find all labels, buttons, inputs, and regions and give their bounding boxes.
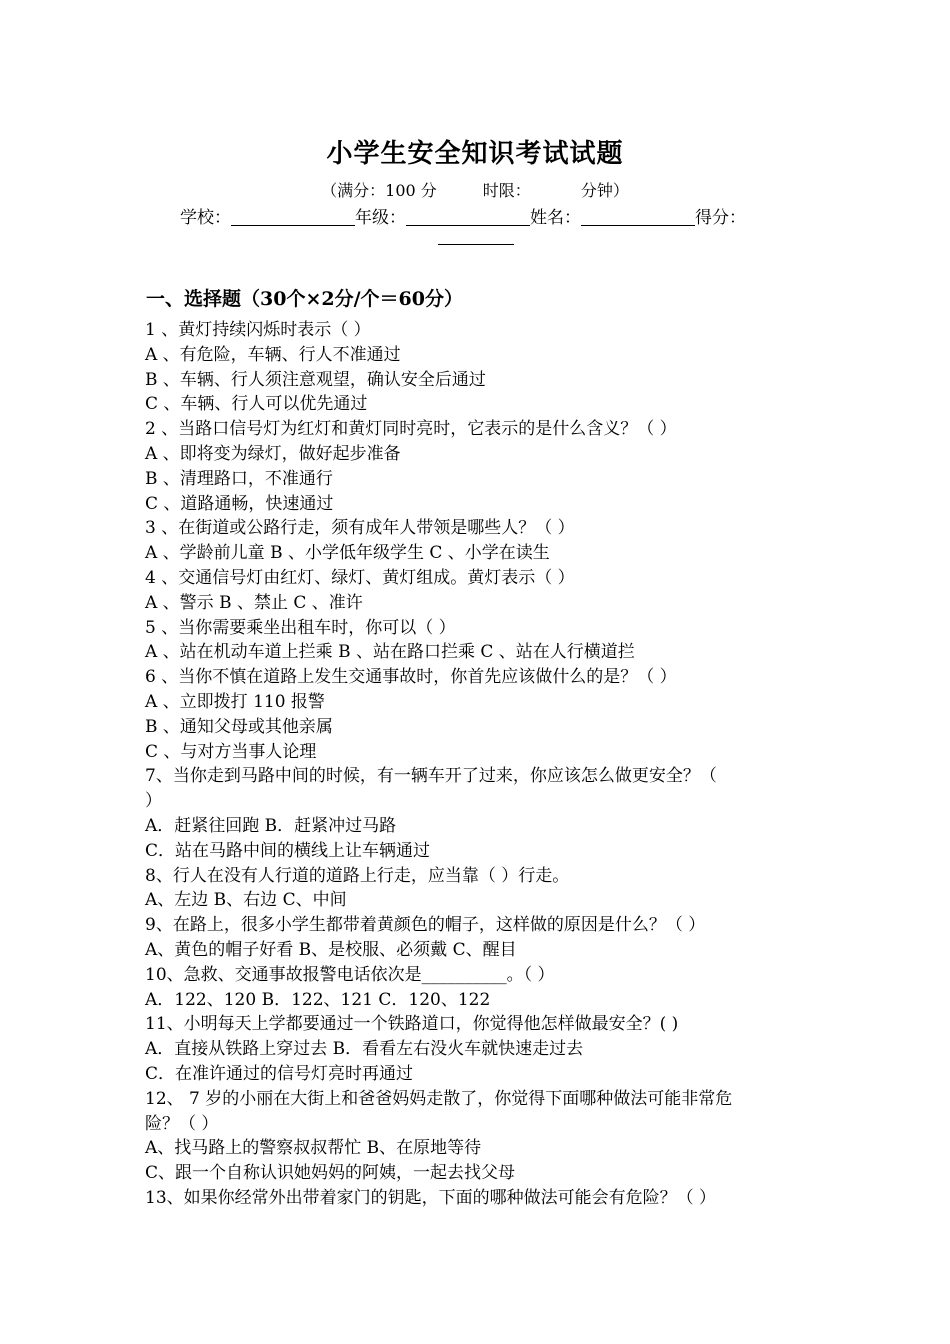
question-line: 4 、交通信号灯由红灯、绿灯、黄灯组成。黄灯表示（ ）	[145, 567, 575, 588]
question-line: C 、与对方当事人论理	[145, 741, 317, 762]
question-line: A．赶紧往回跑 B．赶紧冲过马路	[145, 815, 397, 836]
question-line: A 、站在机动车道上拦乘 B 、站在路口拦乘 C 、站在人行横道拦	[145, 642, 635, 663]
question-line: 险？（ ）	[145, 1113, 219, 1134]
exam-meta-line	[0, 178, 950, 201]
question-line: A、找马路上的警察叔叔帮忙 B、在原地等待	[145, 1138, 482, 1159]
question-line: 8、行人在没有人行道的道路上行走，应当靠（ ）行走。	[145, 865, 570, 886]
question-line: C 、道路通畅，快速通过	[145, 493, 334, 514]
question-line: 11、小明每天上学都要通过一个铁路道口，你觉得他怎样做最安全？( )	[145, 1014, 679, 1035]
page-title: 小学生安全知识考试试题	[326, 139, 624, 169]
question-line: A 、警示 B 、禁止 C 、准许	[145, 592, 363, 613]
question-line: A、黄色的帽子好看 B、是校服、必须戴 C、醒目	[145, 939, 517, 960]
question-line: 2 、当路口信号灯为红灯和黄灯同时亮时，它表示的是什么含义？（ ）	[145, 419, 677, 440]
name-label: 姓名：	[530, 208, 581, 228]
school-field[interactable]	[231, 207, 355, 226]
minute-label: 分钟）	[580, 181, 629, 200]
question-line: B 、通知父母或其他亲属	[145, 716, 333, 737]
question-line: A 、有危险，车辆、行人不准通过	[145, 344, 401, 365]
question-line: C．站在马路中间的横线上让车辆通过	[145, 840, 431, 861]
question-line: 12、 7 岁的小丽在大街上和爸爸妈妈走散了，你觉得下面哪种做法可能非常危	[145, 1088, 733, 1109]
question-line: A．直接从铁路上穿过去 B．看看左右没火车就快速走过去	[145, 1039, 584, 1060]
grade-label: 年级：	[355, 208, 406, 228]
question-line: C 、车辆、行人可以优先通过	[145, 394, 368, 415]
question-line: 10、急救、交通事故报警电话依次是__________。（ ）	[145, 964, 555, 985]
question-line: 7、当你走到马路中间的时候，有一辆车开了过来，你应该怎么做更安全？（	[145, 766, 717, 787]
question-list	[145, 318, 815, 1211]
question-line: A 、学龄前儿童 B 、小学低年级学生 C 、小学在读生	[145, 543, 550, 564]
question-line: 3 、在街道或公路行走，须有成年人带领是哪些人？（ ）	[145, 518, 575, 539]
question-line: C．在准许通过的信号灯亮时再通过	[145, 1063, 414, 1084]
question-line: B 、清理路口，不准通行	[145, 468, 333, 489]
score-field[interactable]	[438, 244, 514, 245]
section-heading: 一、选择题（30个×2分/个＝60分）	[146, 288, 463, 310]
grade-field[interactable]	[406, 207, 530, 226]
student-info-line	[180, 203, 746, 228]
question-line: 13、如果你经常外出带着家门的钥匙，下面的哪种做法可能会有危险？（ ）	[145, 1187, 717, 1208]
question-line: A 、即将变为绿灯，做好起步准备	[145, 443, 401, 464]
question-line: 5 、当你需要乘坐出租车时，你可以（ ）	[145, 617, 456, 638]
time-limit-label: 时限：	[482, 181, 531, 200]
score-label: 得分：	[695, 208, 746, 228]
full-score-label: （满分：100 分	[321, 181, 437, 200]
school-label: 学校：	[180, 208, 231, 228]
question-line: A．122、120 B．122、121 C．120、122	[145, 989, 491, 1010]
name-field[interactable]	[581, 207, 695, 226]
question-line: 6 、当你不慎在道路上发生交通事故时，你首先应该做什么的是？（ ）	[145, 667, 677, 688]
question-line: 1 、黄灯持续闪烁时表示（ ）	[145, 320, 371, 340]
question-line: C、跟一个自称认识她妈妈的阿姨，一起去找父母	[145, 1163, 516, 1184]
question-line: ）	[145, 791, 162, 812]
question-line: 9、在路上，很多小学生都带着黄颜色的帽子，这样做的原因是什么？（ ）	[145, 915, 706, 936]
question-line: B 、车辆、行人须注意观望，确认安全后通过	[145, 369, 486, 390]
question-line: A 、立即拨打 110 报警	[145, 691, 325, 712]
question-line: A、左边 B、右边 C、中间	[145, 890, 347, 911]
